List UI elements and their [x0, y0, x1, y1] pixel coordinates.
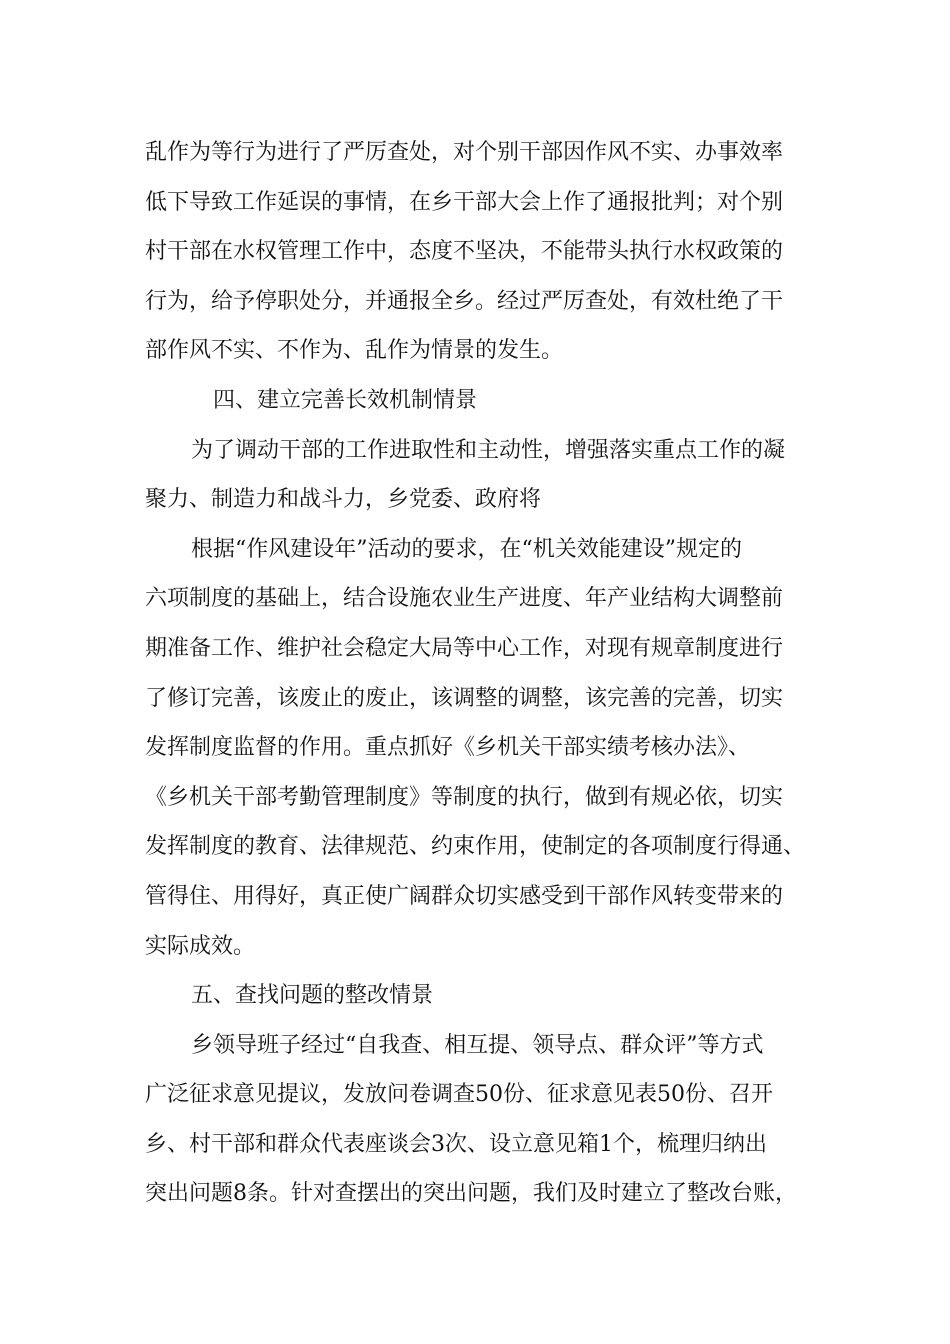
body-line: 实际成效。 [145, 933, 256, 959]
paragraph-start: 根据“作风建设年”活动的要求，在“机关效能建设”规定的 [191, 536, 742, 562]
section-heading-4: 四、建立完善长效机制情景 [213, 387, 478, 413]
body-line: 突出问题8条。针对查摆出的突出问题，我们及时建立了整改台账， [145, 1181, 797, 1207]
body-line: 《乡机关干部考勤管理制度》等制度的执行，做到有规必依，切实 [145, 784, 784, 810]
body-line: 发挥制度的教育、法律规范、约束作用，使制定的各项制度行得通、 [145, 834, 806, 860]
paragraph-start: 乡领导班子经过“自我查、相互提、领导点、群众评”等方式 [191, 1032, 764, 1058]
body-line: 乱作为等行为进行了严厉查处，对个别干部因作风不实、办事效率 [145, 140, 784, 165]
body-line: 村干部在水权管理工作中，态度不坚决，不能带头执行水权政策的 [145, 239, 784, 265]
section-heading-5: 五、查找问题的整改情景 [191, 983, 434, 1009]
body-line: 了修订完善，该废止的废止，该调整的调整，该完善的完善，切实 [145, 685, 784, 711]
body-line: 乡、村干部和群众代表座谈会3次、设立意见箱1个，梳理归纳出 [145, 1131, 767, 1157]
body-line: 广泛征求意见提议，发放问卷调查50份、征求意见表50份、召开 [145, 1082, 773, 1108]
body-line: 管得住、用得好，真正使广阔群众切实感受到干部作风转变带来的 [145, 883, 784, 909]
body-line: 六项制度的基础上，结合设施农业生产进度、年产业结构大调整前 [145, 586, 784, 612]
body-line: 行为，给予停职处分，并通报全乡。经过严厉查处，有效杜绝了干 [145, 288, 784, 314]
body-line: 部作风不实、不作为、乱作为情景的发生。 [145, 338, 564, 364]
body-line: 期准备工作、维护社会稳定大局等中心工作，对现有规章制度进行 [145, 635, 784, 661]
body-line: 低下导致工作延误的事情，在乡干部大会上作了通报批判；对个别 [145, 189, 784, 215]
paragraph-start: 为了调动干部的工作进取性和主动性，增强落实重点工作的凝 [191, 437, 786, 463]
document-body [145, 128, 825, 1219]
body-line: 发挥制度监督的作用。重点抓好《乡机关干部实绩考核办法》、 [145, 735, 751, 761]
body-line: 聚力、制造力和战斗力，乡党委、政府将 [145, 487, 542, 513]
